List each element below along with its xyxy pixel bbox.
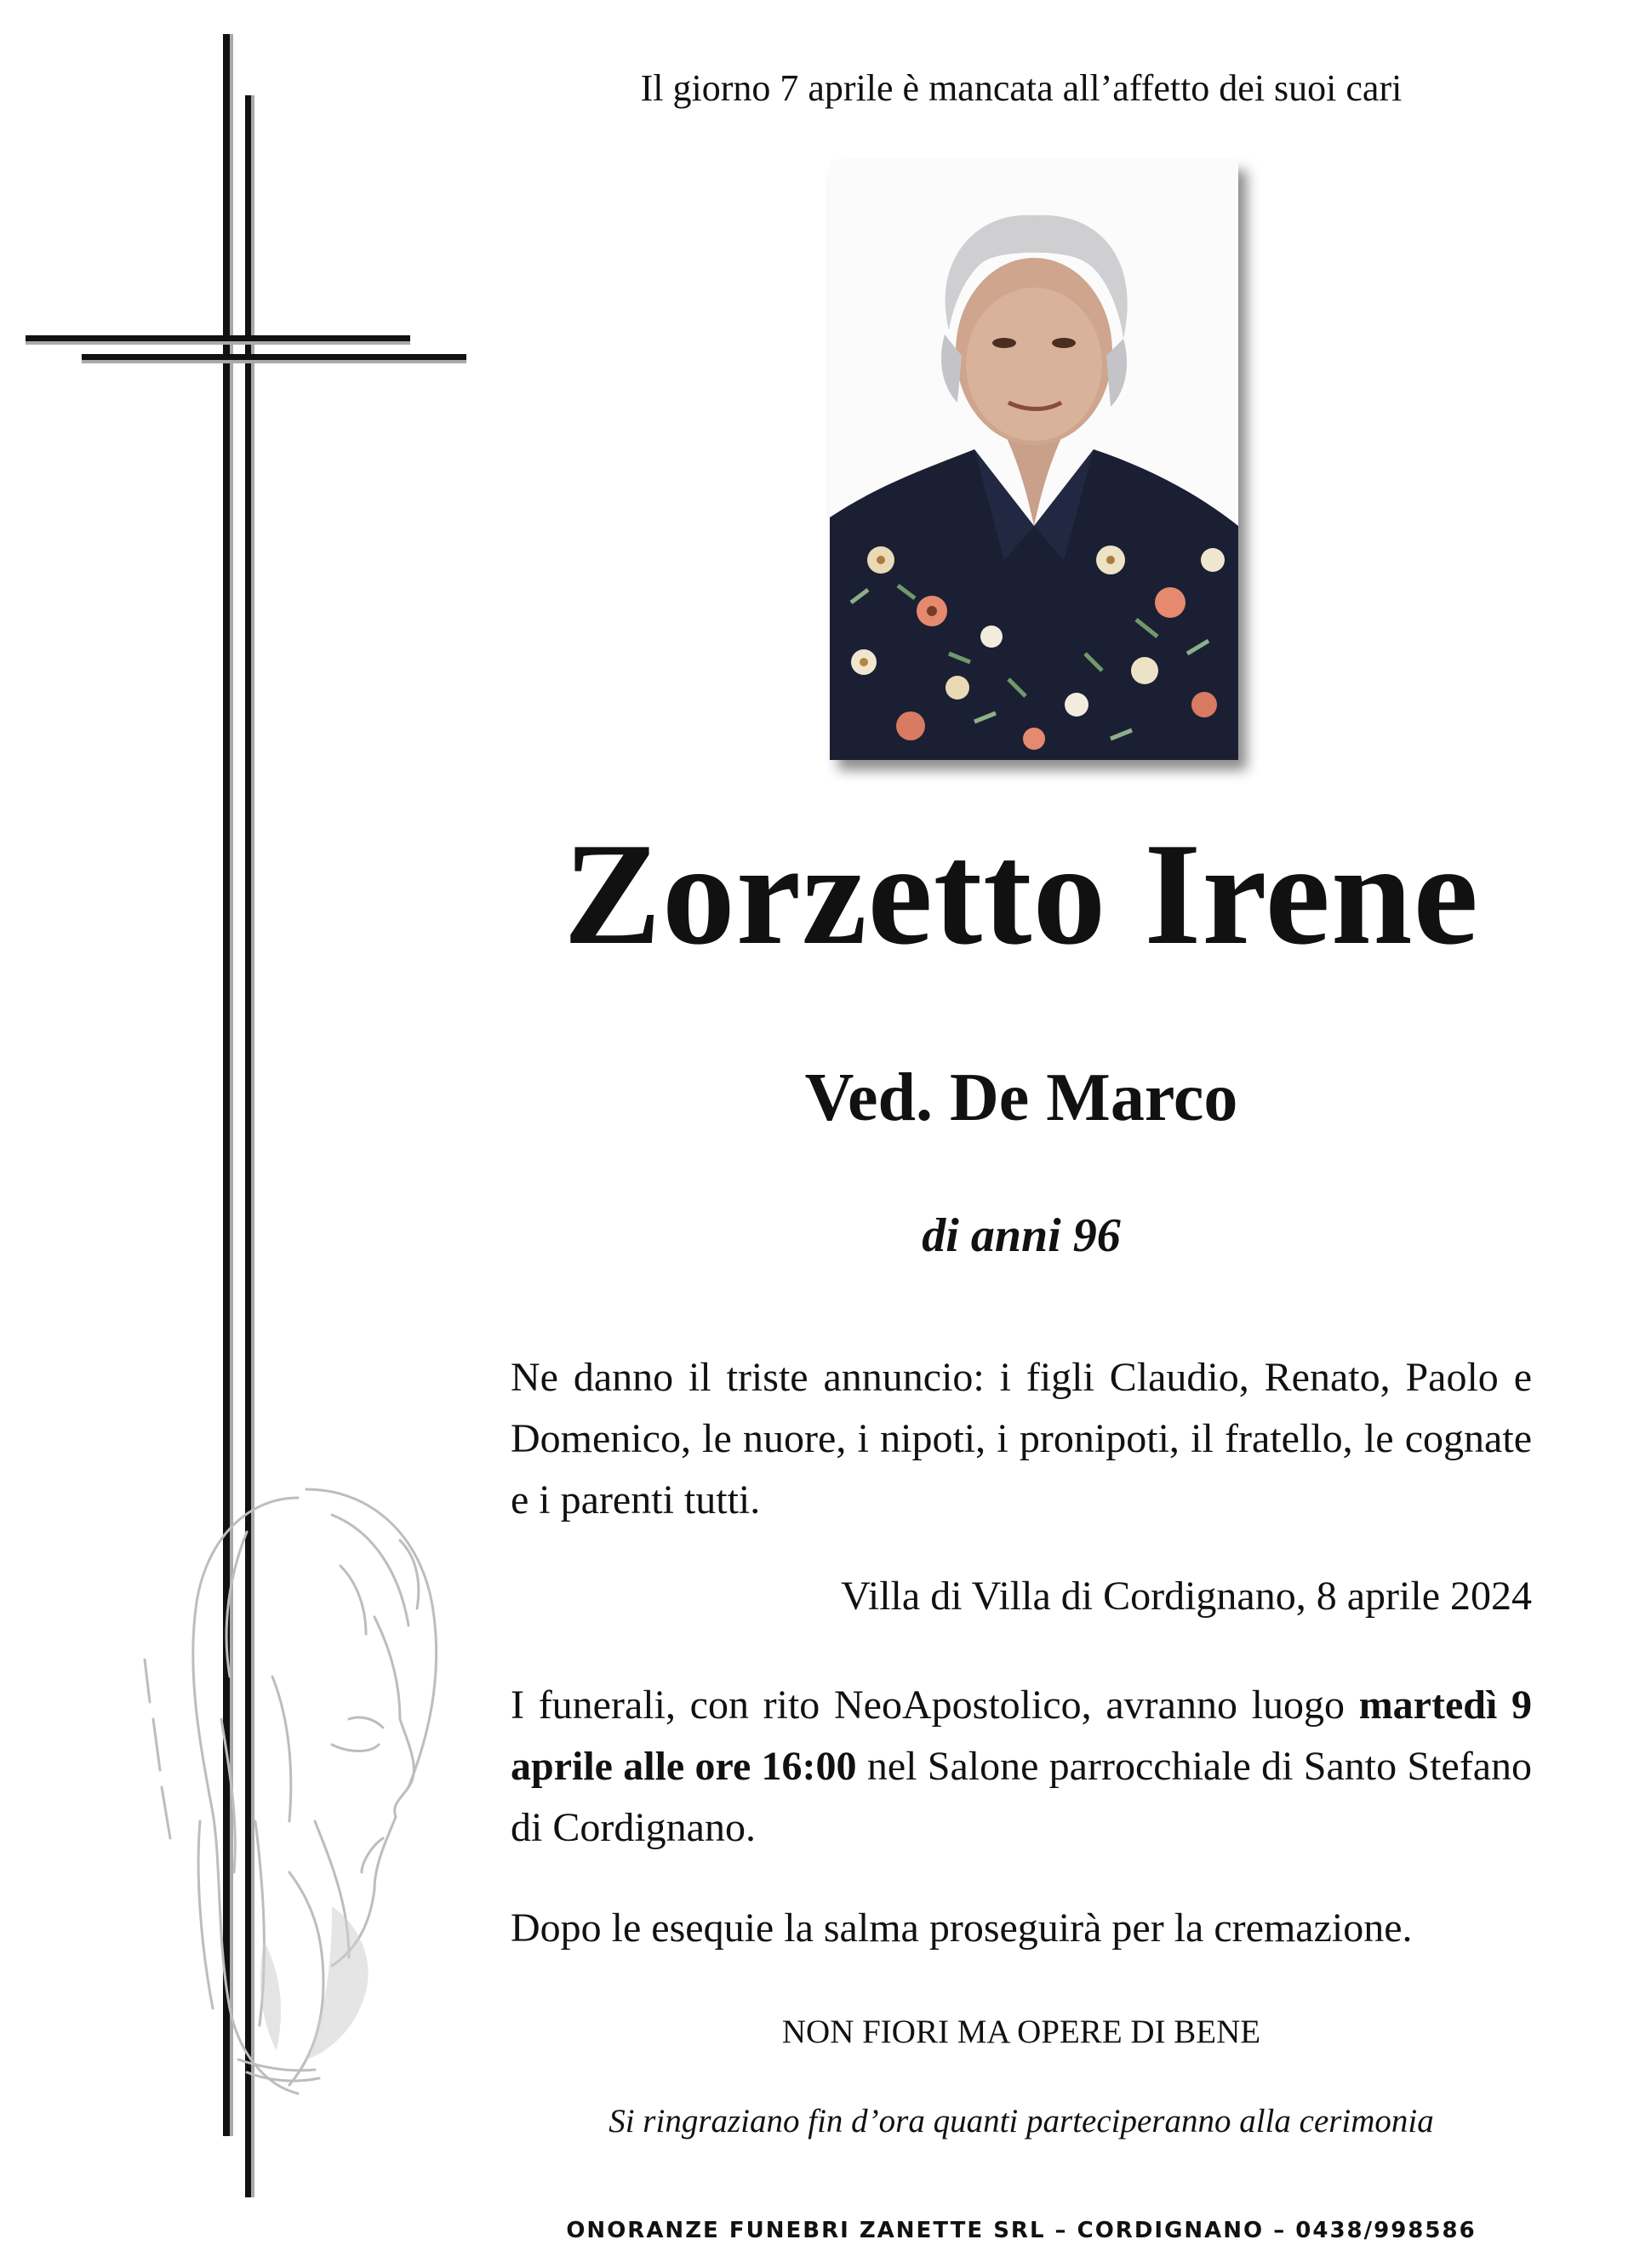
portrait-image xyxy=(830,160,1238,760)
age: di anni 96 xyxy=(922,1209,1121,1262)
portrait-photo xyxy=(830,160,1238,760)
funeral-datetime: martedì 9 aprile alle ore 16:00 xyxy=(511,1682,1533,1789)
deceased-name: Zorzetto Irene xyxy=(563,814,1479,975)
announcement-paragraph: Ne danno il triste annuncio: i figli Claudio, Renato, Paolo e Domenico, le nuore, i nipoti, i pronipoti, il fratello, le cognate e i parenti tutti. xyxy=(511,1355,1532,1522)
intro-line: Il giorno 7 aprile è mancata all’affetto dei suoi cari xyxy=(640,67,1403,109)
funeral-agency-footer: ONORANZE FUNEBRI ZANETTE SRL – CORDIGNANO – 0438/998586 xyxy=(566,2218,1477,2243)
widow-of: Ved. De Marco xyxy=(804,1060,1238,1135)
christ-sketch-icon xyxy=(119,1464,485,2111)
funeral-text-before: I funerali, con rito NeoApostolico, avranno luogo xyxy=(511,1682,1359,1728)
funeral-paragraph xyxy=(511,1675,1532,1859)
cross-horizontal-shadow xyxy=(26,341,410,345)
no-flowers-note: NON FIORI MA OPERE DI BENE xyxy=(781,2014,1261,2050)
cross-horizontal-shadow xyxy=(82,360,466,363)
place-date: Villa di Villa di Cordignano, 8 aprile 2024 xyxy=(841,1574,1532,1619)
thanks-note: Si ringraziano fin d’ora quanti parteciperanno alla cerimonia xyxy=(608,2103,1434,2139)
cremation-paragraph: Dopo le esequie la salma proseguirà per la cremazione. xyxy=(511,1905,1413,1951)
funeral-text-after: nel Salone parrocchiale di Santo Stefano di Cordignano. xyxy=(511,1744,1532,1850)
cross-horizontal-bar xyxy=(26,335,410,341)
cross-horizontal-bar xyxy=(82,354,466,360)
